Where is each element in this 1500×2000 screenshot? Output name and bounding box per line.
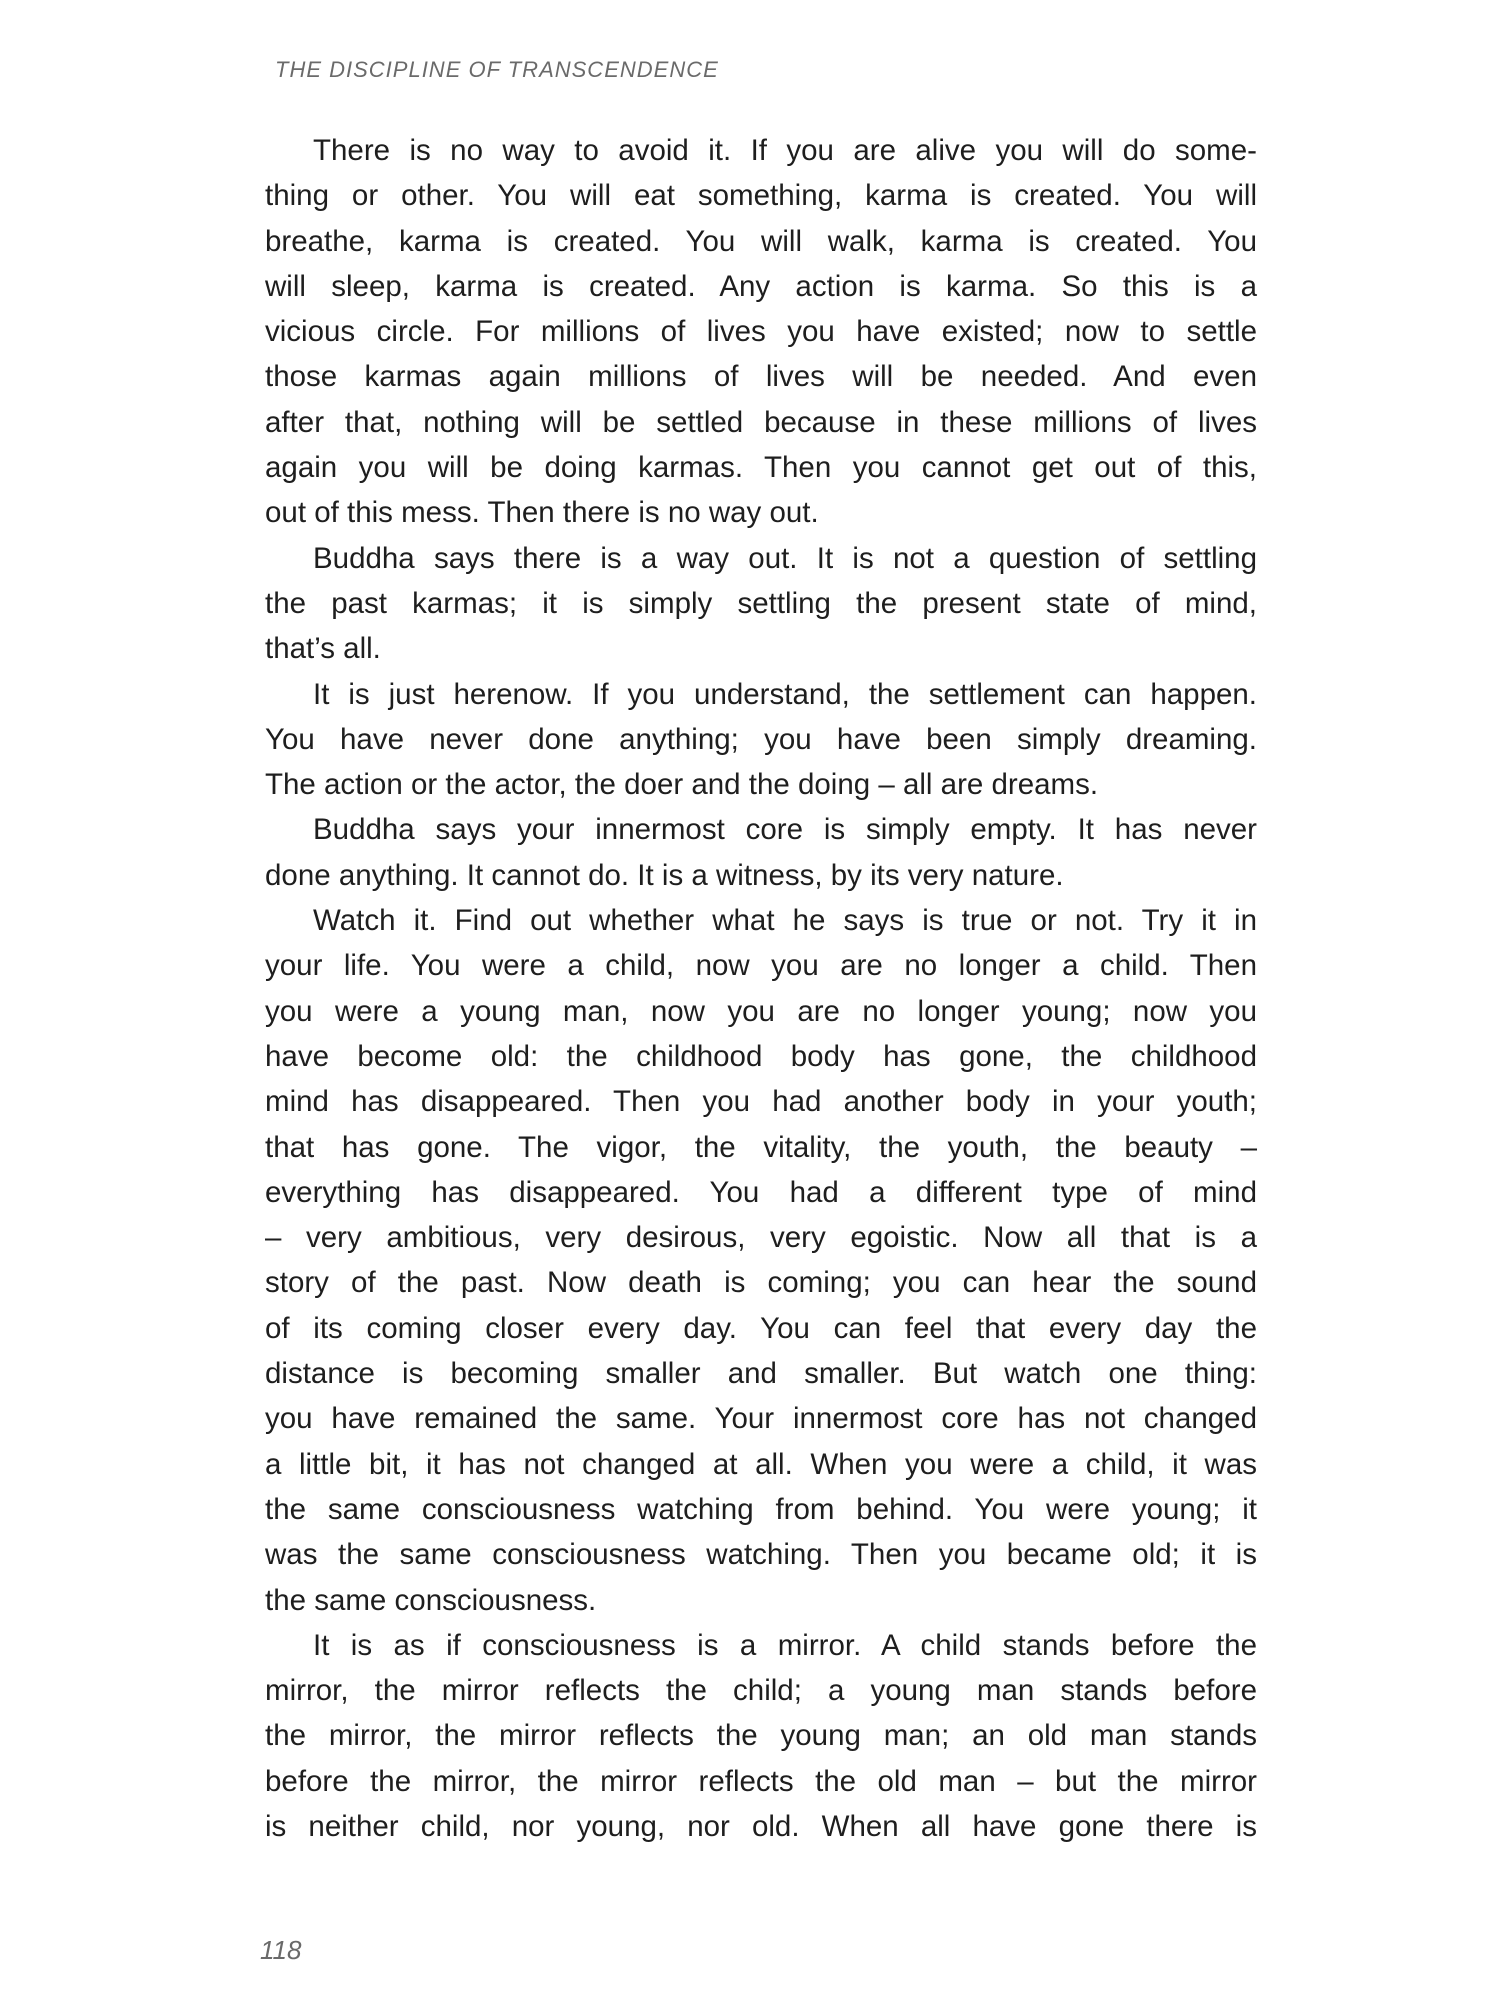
text-line: is neither child, nor young, nor old. When all have gone there is <box>265 1809 1257 1843</box>
text-line: mirror, the mirror reflects the child; a young man stands before <box>265 1674 1257 1708</box>
text-line: There is no way to avoid it. If you are alive you will do some- <box>313 134 1257 167</box>
paragraph <box>265 898 1257 1623</box>
text-line: the mirror, the mirror reflects the young man; an old man stands <box>265 1719 1257 1753</box>
text-line: everything has disappeared. You had a different type of mind <box>265 1175 1257 1209</box>
text-line: after that, nothing will be settled because in these millions of lives <box>265 405 1257 439</box>
text-line: distance is becoming smaller and smaller. But watch one thing: <box>265 1357 1257 1391</box>
text-line: have become old: the childhood body has gone, the childhood <box>265 1039 1257 1073</box>
text-line: the same consciousness watching from behind. You were young; it <box>265 1492 1257 1526</box>
paragraph <box>265 128 1257 536</box>
text-line: You have never done anything; you have been simply dreaming. <box>265 722 1257 756</box>
paragraph <box>265 672 1257 808</box>
text-line: a little bit, it has not changed at all. When you were a child, it was <box>265 1447 1257 1481</box>
text-line: vicious circle. For millions of lives you have existed; now to settle <box>265 315 1257 349</box>
text-line: of its coming closer every day. You can feel that every day the <box>265 1311 1257 1345</box>
text-line: those karmas again millions of lives will be needed. And even <box>265 360 1257 394</box>
paragraph <box>265 1623 1257 1849</box>
text-line: It is as if consciousness is a mirror. A child stands before the <box>313 1628 1257 1662</box>
text-line: before the mirror, the mirror reflects the old man – but the mirror <box>265 1764 1257 1798</box>
text-line: It is just herenow. If you understand, the settlement can happen. <box>313 677 1257 711</box>
running-header: THE DISCIPLINE OF TRANSCENDENCE <box>275 57 719 82</box>
text-line: again you will be doing karmas. Then you cannot get out of this, <box>265 451 1257 485</box>
text-line: thing or other. You will eat something, karma is created. You will <box>265 179 1257 213</box>
text-line: Watch it. Find out whether what he says is true or not. Try it in <box>313 904 1257 938</box>
page-number: 118 <box>260 1935 302 1965</box>
text-line: was the same consciousness watching. Then you became old; it is <box>265 1538 1257 1572</box>
text-line: your life. You were a child, now you are no longer a child. Then <box>265 949 1257 983</box>
text-line: Buddha says there is a way out. It is not a question of settling <box>313 541 1257 575</box>
text-line: you have remained the same. Your innermost core has not changed <box>265 1402 1257 1436</box>
text-line: story of the past. Now death is coming; you can hear the sound <box>265 1266 1257 1300</box>
body-text <box>265 128 1257 1849</box>
text-line: The action or the actor, the doer and the doing – all are dreams. <box>265 768 1099 802</box>
text-line: done anything. It cannot do. It is a witness, by its very nature. <box>265 858 1064 892</box>
paragraph <box>265 807 1257 898</box>
text-line: the past karmas; it is simply settling the present state of mind, <box>265 586 1257 620</box>
text-line: the same consciousness. <box>265 1583 597 1617</box>
text-line: that’s all. <box>265 632 381 666</box>
text-line: – very ambitious, very desirous, very egoistic. Now all that is a <box>265 1221 1257 1255</box>
paragraph <box>265 536 1257 672</box>
text-line: out of this mess. Then there is no way out. <box>265 496 819 530</box>
text-line: breathe, karma is created. You will walk, karma is created. You <box>265 224 1257 258</box>
text-line: mind has disappeared. Then you had another body in your youth; <box>265 1085 1257 1119</box>
text-line: Buddha says your innermost core is simply empty. It has never <box>313 813 1257 847</box>
text-line: will sleep, karma is created. Any action is karma. So this is a <box>265 269 1257 303</box>
text-line: that has gone. The vigor, the vitality, the youth, the beauty – <box>265 1130 1257 1164</box>
text-line: you were a young man, now you are no longer young; now you <box>265 994 1257 1028</box>
